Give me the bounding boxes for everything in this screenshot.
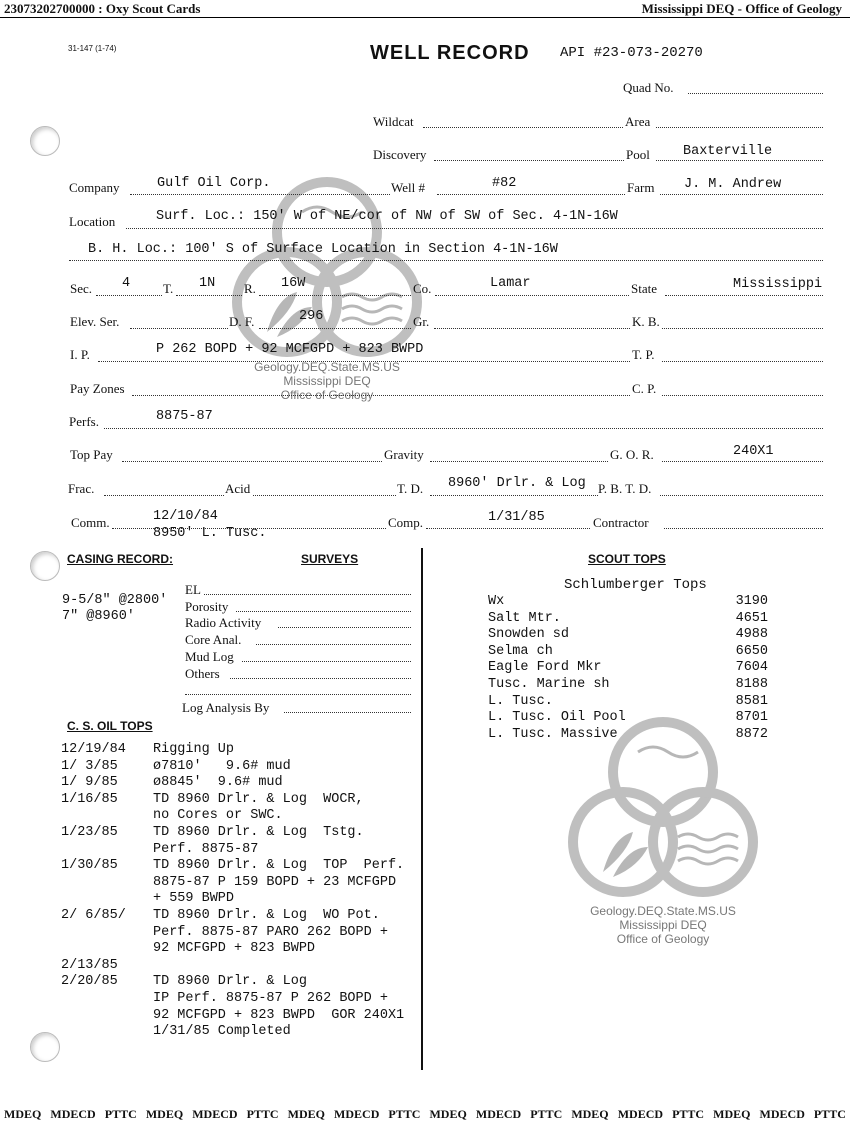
cs-log-text: ø7810' 9.6# mud xyxy=(153,758,291,774)
t-label: T. xyxy=(163,281,174,296)
df-line xyxy=(259,328,411,329)
scout-top-depth: 6650 xyxy=(735,643,768,659)
header-file-id: 23073202700000 : Oxy Scout Cards xyxy=(4,1,201,16)
cs-log-date: 1/ 9/85 xyxy=(61,775,118,791)
cs-log-text: IP Perf. 8875-87 P 262 BOPD + xyxy=(153,990,388,1006)
watermark-text: Geology.DEQ.State.MS.US Mississippi DEQ Office of Geology xyxy=(254,360,400,402)
cs-log-text: Rigging Up xyxy=(153,742,235,757)
r-line xyxy=(259,295,411,296)
cs-log-date xyxy=(61,875,153,892)
survey-mud-log: Mud Log xyxy=(185,649,234,664)
footer-item: PTTC xyxy=(388,1107,421,1121)
footer-item: PTTC xyxy=(672,1107,705,1121)
gor-label: G. O. R. xyxy=(610,447,654,462)
scout-top-row xyxy=(488,660,768,677)
quad-line xyxy=(688,93,823,94)
cs-log-date xyxy=(61,925,153,942)
cs-log-row xyxy=(61,991,404,1008)
scout-top-row xyxy=(488,694,768,711)
cs-log-date: 2/ 6/85/ xyxy=(61,907,126,923)
cs-log-row xyxy=(61,891,404,908)
survey-core-anal: Core Anal. xyxy=(185,632,242,647)
bh-location-value: B. H. Loc.: 100' S of Surface Location in Section 4-1N-16W xyxy=(88,242,558,257)
footer-item: MDEQ xyxy=(429,1107,467,1121)
gr-line xyxy=(434,328,630,329)
cs-log-text: TD 8960 Drlr. & Log WO Pot. xyxy=(153,907,380,923)
pool-value: Baxterville xyxy=(683,144,773,159)
cs-log-text: no Cores or SWC. xyxy=(153,808,283,824)
r-value: 16W xyxy=(281,276,306,291)
cs-log-row xyxy=(61,925,404,942)
kb-label: K. B. xyxy=(632,314,660,329)
state-line xyxy=(665,295,823,296)
cs-log-date xyxy=(61,842,153,859)
scout-top-row xyxy=(488,594,768,611)
footer-item: MDECD xyxy=(759,1107,805,1121)
td-line xyxy=(430,495,598,496)
cp-line xyxy=(662,395,823,396)
scout-top-depth: 3190 xyxy=(735,594,768,609)
cs-log-row xyxy=(61,858,404,875)
scout-top-depth: 8701 xyxy=(735,710,768,726)
sec-line xyxy=(96,295,162,296)
survey-line xyxy=(256,644,411,645)
pbtd-label: P. B. T. D. xyxy=(598,481,652,496)
survey-porosity: Porosity xyxy=(185,599,229,614)
survey-line xyxy=(242,661,411,662)
comp-line xyxy=(426,528,590,529)
cs-log-text: TD 8960 Drlr. & Log WOCR, xyxy=(153,791,364,807)
column-divider xyxy=(421,548,423,1070)
comm-label: Comm. xyxy=(71,515,110,530)
location-value: Surf. Loc.: 150' W of NE/cor of NW of SW of Sec. 4-1N-16W xyxy=(156,209,618,224)
discovery-line xyxy=(434,160,624,161)
comm-formation: 8950' L. Tusc. xyxy=(153,526,267,541)
co-label: Co. xyxy=(413,281,432,296)
surveys-heading: SURVEYS xyxy=(301,552,359,566)
watermark-text: Geology.DEQ.State.MS.US Mississippi DEQ Office of Geology xyxy=(590,904,736,946)
gr-label: Gr. xyxy=(413,314,430,329)
casing-heading: CASING RECORD: xyxy=(67,552,174,566)
cs-log-text: 92 MCFGPD + 823 BWPD xyxy=(153,941,316,957)
co-value: Lamar xyxy=(490,276,531,291)
scout-top-depth: 4651 xyxy=(735,610,768,626)
cs-log-text: 8875-87 P 159 BOPD + 23 MCFGPD xyxy=(153,874,397,890)
cs-log-row xyxy=(61,875,404,892)
sec-value: 4 xyxy=(122,276,131,291)
cs-log-text: TD 8960 Drlr. & Log xyxy=(153,974,307,990)
casing-line: 9-5/8" @2800' xyxy=(62,593,168,608)
cs-log-date xyxy=(61,1024,153,1041)
td-label: T. D. xyxy=(397,481,424,496)
pbtd-line xyxy=(660,495,823,496)
company-value: Gulf Oil Corp. xyxy=(157,176,271,191)
scout-top-depth: 8581 xyxy=(735,693,768,709)
scout-top-depth: 4988 xyxy=(735,627,768,643)
scout-top-name: L. Tusc. Massive xyxy=(488,726,618,742)
cs-log-row xyxy=(61,759,404,776)
cs-log-row xyxy=(61,825,404,842)
footer-item: MDEQ xyxy=(287,1107,325,1121)
api-number: API #23-073-20270 xyxy=(560,45,703,61)
scout-top-name: Selma ch xyxy=(488,643,553,659)
cs-log-text: ø8845' 9.6# mud xyxy=(153,775,283,791)
scout-top-name: L. Tusc. Oil Pool xyxy=(488,710,626,726)
frac-label: Frac. xyxy=(68,481,95,496)
cp-label: C. P. xyxy=(632,381,657,396)
comp-value: 1/31/85 xyxy=(488,510,545,525)
cs-log-date: 2/13/85 xyxy=(61,957,118,973)
area-line xyxy=(656,127,823,128)
gor-line xyxy=(662,461,823,462)
discovery-label: Discovery xyxy=(373,147,427,162)
cs-log-date: 1/ 3/85 xyxy=(61,758,118,774)
cs-log-date: 1/23/85 xyxy=(61,824,118,840)
company-line xyxy=(130,194,390,195)
perfs-line xyxy=(104,428,823,429)
state-label: State xyxy=(631,281,657,296)
punch-hole xyxy=(30,1032,60,1062)
farm-line xyxy=(660,194,823,195)
form-number: 31-147 (1-74) xyxy=(68,44,117,53)
footer-bar xyxy=(0,1107,850,1122)
scout-top-name: L. Tusc. xyxy=(488,693,553,709)
cs-oil-tops-heading: C. S. OIL TOPS xyxy=(67,719,153,733)
cs-log-date xyxy=(61,941,153,958)
cs-oil-tops-log xyxy=(61,742,404,1041)
quad-label: Quad No. xyxy=(623,80,674,95)
scout-tops-heading: SCOUT TOPS xyxy=(588,552,666,566)
footer-item: MDEQ xyxy=(713,1107,751,1121)
footer-item: MDEQ xyxy=(4,1107,42,1121)
cs-log-text: 92 MCFGPD + 823 BWPD GOR 240X1 xyxy=(153,1007,405,1023)
scout-top-depth: 7604 xyxy=(735,660,768,676)
punch-hole xyxy=(30,126,60,156)
frac-line xyxy=(104,495,224,496)
footer-item: MDEQ xyxy=(571,1107,609,1121)
scout-top-name: Tusc. Marine sh xyxy=(488,676,610,692)
header-rule xyxy=(0,17,850,18)
footer-item: PTTC xyxy=(104,1107,137,1121)
cs-log-row xyxy=(61,1008,404,1025)
scout-top-row xyxy=(488,677,768,694)
scout-top-name: Salt Mtr. xyxy=(488,610,561,626)
casing-lines xyxy=(62,593,167,625)
pool-line xyxy=(656,160,823,161)
well-value: #82 xyxy=(492,176,517,191)
comm-value: 12/10/84 xyxy=(153,509,218,524)
well-line xyxy=(437,194,625,195)
t-line xyxy=(176,295,242,296)
t-value: 1N xyxy=(199,276,216,291)
cs-log-row xyxy=(61,775,404,792)
scout-top-row xyxy=(488,611,768,628)
payzones-line xyxy=(132,395,630,396)
wildcat-label: Wildcat xyxy=(373,114,414,129)
footer-item: MDECD xyxy=(50,1107,96,1121)
header-agency: Mississippi DEQ - Office of Geology xyxy=(641,1,842,16)
log-analysis-line xyxy=(284,712,411,713)
footer-item: PTTC xyxy=(530,1107,563,1121)
survey-line xyxy=(236,611,411,612)
cs-log-row xyxy=(61,808,404,825)
ip-label: I. P. xyxy=(70,347,90,362)
scout-top-name: Snowden sd xyxy=(488,627,570,643)
survey-line xyxy=(278,627,411,628)
kb-line xyxy=(662,328,823,329)
well-label: Well # xyxy=(391,180,425,195)
df-value: 296 xyxy=(299,309,324,324)
tp-label: T. P. xyxy=(632,347,655,362)
elev-label: Elev. Ser. xyxy=(70,314,120,329)
casing-line: 7" @8960' xyxy=(62,609,135,624)
footer-item: MDEQ xyxy=(145,1107,184,1121)
location-line xyxy=(126,228,823,229)
scout-top-row xyxy=(488,644,768,661)
acid-label: Acid xyxy=(225,481,251,496)
survey-line xyxy=(204,594,411,595)
cs-log-row xyxy=(61,842,404,859)
co-line xyxy=(435,295,629,296)
cs-log-date xyxy=(61,891,153,908)
cs-log-text: Perf. 8875-87 PARO 262 BOPD + xyxy=(153,924,388,940)
scout-top-name: Wx xyxy=(488,594,505,609)
contractor-line xyxy=(664,528,823,529)
company-label: Company xyxy=(69,180,120,195)
ip-line xyxy=(98,361,630,362)
footer-item: MDECD xyxy=(475,1107,522,1121)
pool-label: Pool xyxy=(626,147,650,162)
scout-top-depth: 8188 xyxy=(735,676,768,692)
cs-log-date xyxy=(61,991,153,1008)
contractor-label: Contractor xyxy=(593,515,649,530)
scout-top-row xyxy=(488,710,768,727)
cs-log-row xyxy=(61,908,404,925)
cs-log-date: 12/19/84 xyxy=(61,742,126,757)
perfs-value: 8875-87 xyxy=(156,409,213,424)
cs-log-date xyxy=(61,808,153,825)
cs-log-date: 1/16/85 xyxy=(61,791,118,807)
ip-value: P 262 BOPD + 92 MCFGPD + 823 BWPD xyxy=(156,342,424,357)
survey-others: Others xyxy=(185,666,220,681)
comp-label: Comp. xyxy=(388,515,424,530)
survey-el: EL xyxy=(185,582,201,597)
footer-item: PTTC xyxy=(246,1107,279,1121)
scout-top-row xyxy=(488,627,768,644)
cs-log-date: 1/30/85 xyxy=(61,858,118,874)
farm-value: J. M. Andrew xyxy=(684,177,782,192)
survey-line xyxy=(185,694,411,695)
toppay-label: Top Pay xyxy=(70,447,113,462)
footer-item: MDECD xyxy=(617,1107,664,1121)
cs-log-text: Perf. 8875-87 xyxy=(153,841,259,857)
log-analysis-label: Log Analysis By xyxy=(182,700,270,715)
cs-log-row xyxy=(61,742,404,759)
payzones-label: Pay Zones xyxy=(70,381,125,396)
gravity-line xyxy=(430,461,608,462)
scout-tops-subheading: Schlumberger Tops xyxy=(564,577,707,593)
gor-value: 240X1 xyxy=(733,444,774,459)
tp-line xyxy=(662,361,823,362)
footer-item: PTTC xyxy=(813,1107,846,1121)
scout-top-name: Eagle Ford Mkr xyxy=(488,660,602,676)
cs-log-text: TD 8960 Drlr. & Log TOP Perf. xyxy=(153,858,405,874)
elev-line xyxy=(130,328,228,329)
location-label: Location xyxy=(69,214,116,229)
area-label: Area xyxy=(625,114,651,129)
acid-line xyxy=(253,495,396,496)
scout-top-depth: 8872 xyxy=(735,726,768,742)
toppay-line xyxy=(122,461,382,462)
survey-line xyxy=(230,678,411,679)
cs-log-row xyxy=(61,941,404,958)
page-title: WELL RECORD xyxy=(370,42,530,64)
scout-tops-table xyxy=(488,594,768,743)
cs-log-text: + 559 BWPD xyxy=(153,891,235,907)
state-value: Mississippi xyxy=(733,277,823,292)
cs-log-row xyxy=(61,974,404,991)
df-label: D. F. xyxy=(229,314,255,329)
punch-hole xyxy=(30,551,60,581)
cs-log-text: 1/31/85 Completed xyxy=(153,1024,291,1040)
cs-log-row xyxy=(61,792,404,809)
cs-log-row xyxy=(61,958,404,975)
location-line-2 xyxy=(69,260,823,261)
scout-top-row xyxy=(488,727,768,744)
cs-log-row xyxy=(61,1024,404,1041)
perfs-label: Perfs. xyxy=(69,414,99,429)
td-value: 8960' Drlr. & Log xyxy=(448,476,586,491)
survey-radio-activity: Radio Activity xyxy=(185,615,262,630)
wildcat-line xyxy=(423,127,623,128)
farm-label: Farm xyxy=(627,180,655,195)
sec-label: Sec. xyxy=(70,281,93,296)
cs-log-text: TD 8960 Drlr. & Log Tstg. xyxy=(153,824,364,840)
cs-log-date: 2/20/85 xyxy=(61,974,118,990)
footer-item: MDECD xyxy=(192,1107,238,1121)
gravity-label: Gravity xyxy=(384,447,424,462)
cs-log-date xyxy=(61,1008,153,1025)
footer-item: MDECD xyxy=(334,1107,380,1121)
r-label: R. xyxy=(244,281,256,296)
